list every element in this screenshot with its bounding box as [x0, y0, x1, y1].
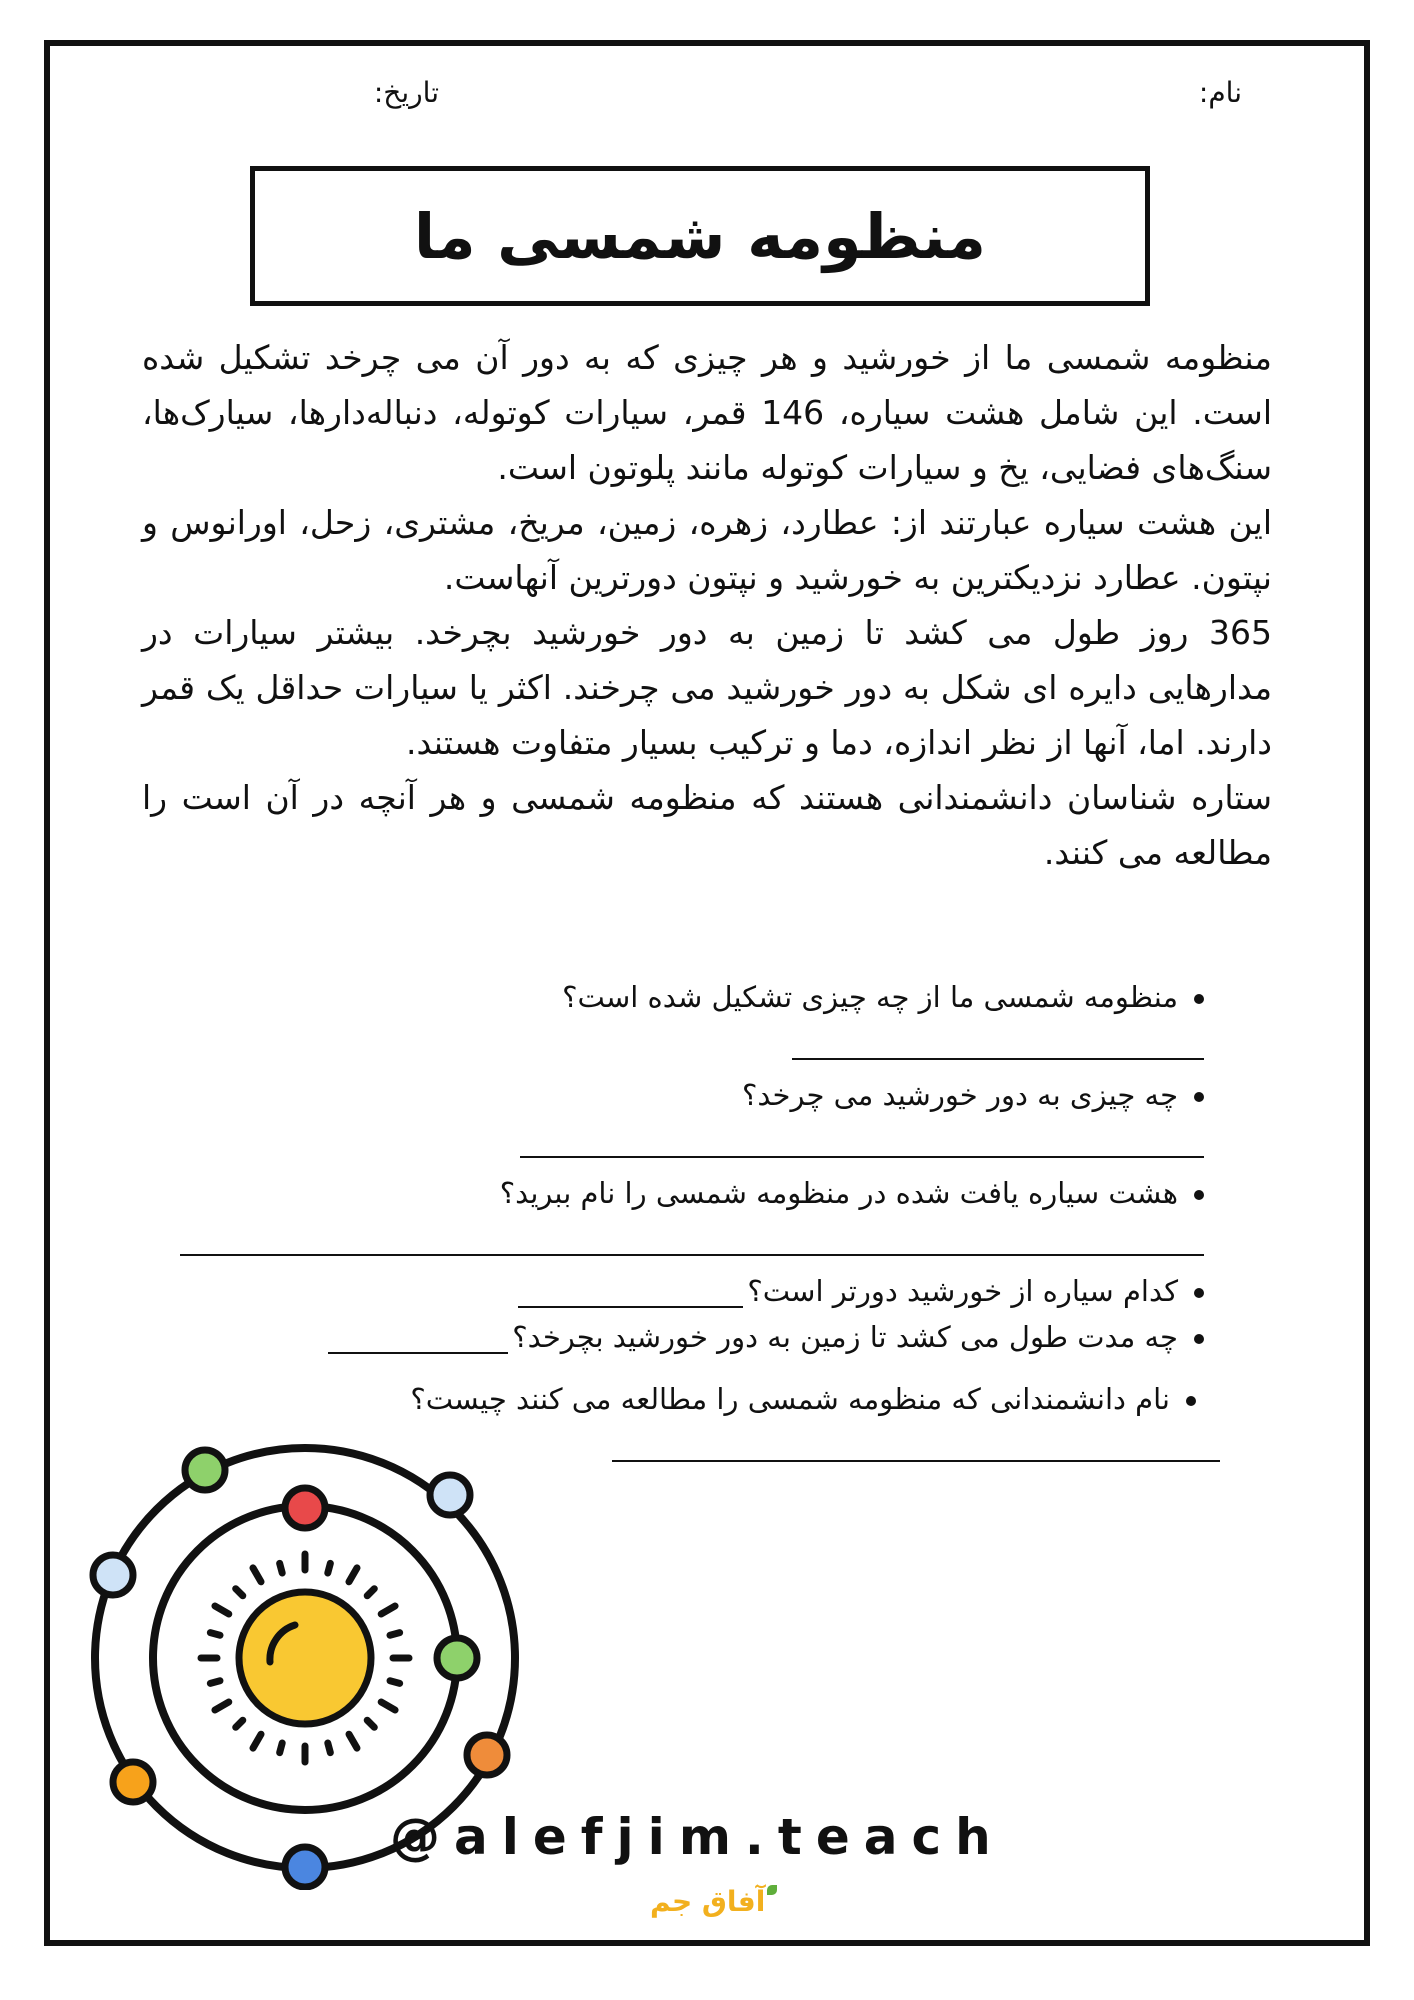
- publisher-logo: [650, 1885, 777, 1918]
- sun-ray: [215, 1702, 229, 1710]
- sun-ray: [367, 1589, 374, 1596]
- sun-ray: [381, 1606, 395, 1614]
- title-box: [250, 166, 1150, 306]
- date-label: تاریخ:: [373, 76, 439, 109]
- passage-paragraph-2: این هشت سیاره عبارتند از: عطارد، زهره، زمین، مریخ، مشتری، زحل، اورانوس و نپتون. عطارد نزدیکترین به خورشید و نپتون دورترین آنهاست.: [142, 503, 1272, 597]
- instagram-handle: @alefjim.teach: [390, 1808, 1005, 1866]
- question-1: منظومه شمسی ما از چه چیزی تشکیل شده است؟: [562, 980, 1204, 1014]
- answer-line-6[interactable]: [612, 1460, 1220, 1462]
- sun-ray: [349, 1734, 357, 1748]
- sun-ray: [280, 1743, 283, 1753]
- sun-ray: [210, 1633, 220, 1636]
- bullet-icon: [1194, 1288, 1204, 1298]
- planet-orange-icon: [113, 1762, 153, 1802]
- planet-blue-icon: [285, 1847, 325, 1887]
- question-4: کدام سیاره از خورشید دورتر است؟: [518, 1274, 1204, 1308]
- sun-icon: [239, 1592, 371, 1724]
- answer-line-3[interactable]: [180, 1254, 1204, 1256]
- sun-ray: [381, 1702, 395, 1710]
- sun-ray: [215, 1606, 229, 1614]
- sun-ray: [390, 1681, 400, 1684]
- planet-lightblue-2-icon: [93, 1555, 133, 1595]
- leaf-icon: [767, 1885, 777, 1895]
- sun-ray: [253, 1568, 261, 1582]
- sun-ray: [236, 1589, 243, 1596]
- sun-ray: [367, 1720, 374, 1727]
- bullet-icon: [1186, 1396, 1196, 1406]
- answer-line-2[interactable]: [520, 1156, 1204, 1158]
- passage-paragraph-4: ستاره شناسان دانشمندانی هستند که منظومه شمسی و هر آنچه در آن است را مطالعه می کنند.: [142, 778, 1272, 872]
- planet-red-icon: [285, 1488, 325, 1528]
- passage-paragraph-3: 365 روز طول می کشد تا زمین به دور خورشید بچرخد. بیشتر سیارات در مدارهایی دایره ای شکل به دور خورشید می چرخند. اکثر یا سیارات حداقل یک قمر دارند. اما، آنها از نظر اندازه، دما و ترکیب بسیار متفاوت هستند.: [142, 613, 1272, 762]
- sun-ray: [390, 1633, 400, 1636]
- sun-ray: [328, 1743, 331, 1753]
- page-title: منظومه شمسی ما: [413, 199, 987, 273]
- name-label: نام:: [1198, 76, 1242, 109]
- question-6: نام دانشمندانی که منظومه شمسی را مطالعه می کنند چیست؟: [410, 1382, 1196, 1416]
- planet-green-2-icon: [437, 1638, 477, 1678]
- bullet-icon: [1194, 1190, 1204, 1200]
- question-3: هشت سیاره یافت شده در منظومه شمسی را نام ببرید؟: [500, 1176, 1204, 1210]
- passage-paragraph-1: منظومه شمسی ما از خورشید و هر چیزی که به دور آن می چرخد تشکیل شده است. این شامل هشت سیاره، 146 قمر، سیارات کوتوله، دنباله‌دارها، سیارک‌ها، سنگ‌های فضایی، یخ و سیارات کوتوله مانند پلوتون است.: [142, 338, 1272, 487]
- sun-ray: [349, 1568, 357, 1582]
- bullet-icon: [1194, 1334, 1204, 1344]
- answer-blank-5[interactable]: [328, 1351, 508, 1354]
- question-5: چه مدت طول می کشد تا زمین به دور خورشید بچرخد؟: [328, 1320, 1204, 1354]
- reading-passage: [142, 330, 1272, 880]
- planet-lightblue-icon: [430, 1475, 470, 1515]
- logo-text: آفاق جم: [650, 1885, 766, 1918]
- sun-ray: [328, 1563, 331, 1573]
- bullet-icon: [1194, 994, 1204, 1004]
- sun-ray: [280, 1563, 283, 1573]
- answer-line-1[interactable]: [792, 1058, 1204, 1060]
- planet-green-icon: [185, 1450, 225, 1490]
- sun-ray: [236, 1720, 243, 1727]
- sun-ray: [210, 1681, 220, 1684]
- sun-ray: [253, 1734, 261, 1748]
- answer-blank-4[interactable]: [518, 1305, 743, 1308]
- bullet-icon: [1194, 1092, 1204, 1102]
- question-2: چه چیزی به دور خورشید می چرخد؟: [742, 1078, 1204, 1112]
- planet-orange-2-icon: [467, 1735, 507, 1775]
